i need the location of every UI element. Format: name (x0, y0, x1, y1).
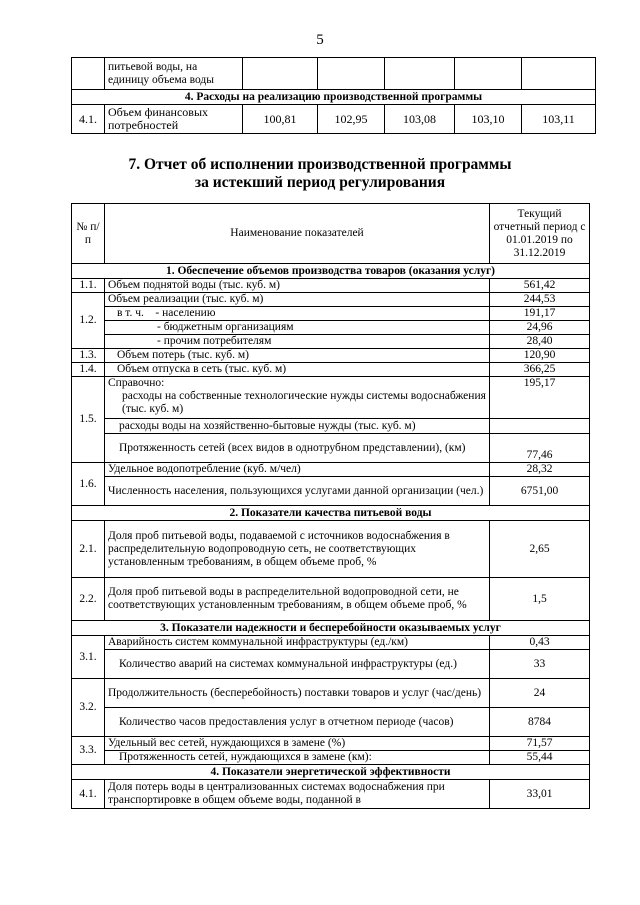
table-row (72, 521, 590, 578)
table-row (72, 751, 590, 765)
table-row (72, 293, 590, 307)
row-name: расходы воды на хозяйственно-бытовые нужды (тыс. куб. м) (105, 419, 490, 434)
row-name: Продолжительность (бесперебойность) поставки товаров и услуг (час/день) (105, 679, 490, 708)
value-cell: 55,44 (490, 751, 590, 765)
row-num: 3.2. (72, 679, 105, 737)
table-row (72, 279, 590, 293)
row-name: - прочим потребителям (105, 335, 490, 349)
table-row (72, 419, 590, 434)
value-cell: 103,10 (455, 105, 522, 134)
value-cell: 33,01 (490, 780, 590, 809)
row-num: 2.1. (72, 521, 105, 578)
table-row (72, 708, 590, 737)
value-cell: 120,90 (490, 349, 590, 363)
value-cell: 28,32 (490, 463, 590, 477)
top-table (71, 57, 596, 134)
row-name: Удельное водопотребление (куб. м/чел) (105, 463, 490, 477)
row-name: Удельный вес сетей, нуждающихся в замене (%) (105, 737, 490, 751)
row-num: 3.3. (72, 737, 105, 765)
row-name: Численность населения, пользующихся услугами данной организации (чел.) (105, 477, 490, 506)
table-row (72, 105, 596, 134)
row-num: 2.2. (72, 578, 105, 621)
header-name: Наименование показателей (105, 204, 490, 264)
section-4-energy-title: 4. Показатели энергетической эффективности (72, 765, 590, 780)
table-row (72, 578, 590, 621)
row-name: Аварийность систем коммунальной инфраструктуры (ед./км) (105, 636, 490, 650)
table-row (72, 679, 590, 708)
row-name: Объем реализации (тыс. куб. м) (105, 293, 490, 307)
value-cell: 561,42 (490, 279, 590, 293)
section-row (72, 264, 590, 279)
row-num: 1.4. (72, 363, 105, 377)
table-row (72, 650, 590, 679)
row-name: Объем отпуска в сеть (тыс. куб. м) (105, 363, 490, 377)
value-cell: 2,65 (490, 521, 590, 578)
row-name: в т. ч. - населению (105, 307, 490, 321)
section-row (72, 90, 596, 105)
row-name: Доля проб питьевой воды в распределительной водопроводной сети, не соответствующих установленным требованиям, в общем объеме проб, % (105, 578, 490, 621)
row-num: 1.6. (72, 463, 105, 506)
row-num: 1.1. (72, 279, 105, 293)
row-name: Количество часов предоставления услуг в отчетном периоде (часов) (105, 708, 490, 737)
table-row (72, 363, 590, 377)
row-name: Протяженность сетей (всех видов в однотрубном представлении), (км) (105, 434, 490, 463)
header-period: Текущий отчетный период с 01.01.2019 по 31.12.2019 (490, 204, 590, 264)
tech-needs-text: расходы на собственные технологические нужды системы водоснабжения (тыс. куб. м) (122, 390, 486, 415)
row-name: Объем финансовых потребностей (105, 105, 243, 134)
table-row (72, 349, 590, 363)
table-row (72, 335, 590, 349)
value-cell: 6751,00 (490, 477, 590, 506)
table-row (72, 477, 590, 506)
value-cell: 0,43 (490, 636, 590, 650)
row-num: 3.1. (72, 636, 105, 679)
value-cell: 195,17 (490, 377, 590, 419)
header-row (72, 204, 590, 264)
section-7-subtitle: за истекший период регулирования (194, 174, 446, 191)
table-row (72, 58, 596, 90)
table-row (72, 780, 590, 809)
value-cell: 100,81 (243, 105, 318, 134)
table-row (72, 434, 590, 463)
table-row (72, 321, 590, 335)
value-cell: 366,25 (490, 363, 590, 377)
reference-label: Справочно: (108, 377, 165, 389)
row-name: Объем поднятой воды (тыс. куб. м) (105, 279, 490, 293)
value-cell: 77,46 (490, 434, 590, 463)
section-4-title: 4. Расходы на реализацию производственной программы (72, 90, 596, 105)
value-cell: 103,08 (385, 105, 455, 134)
row-num: 4.1. (72, 780, 105, 809)
section-row (72, 506, 590, 521)
value-cell: 102,95 (318, 105, 385, 134)
section-7-title: 7. Отчет об исполнении производственной программы (128, 156, 512, 173)
row-name: Доля потерь воды в централизованных системах водоснабжения при транспортировке в общем объеме воды, поданной в (105, 780, 490, 809)
section-row (72, 621, 590, 636)
row-name: Количество аварий на системах коммунальной инфраструктуры (ед.) (105, 650, 490, 679)
header-num: № п/п (72, 204, 105, 264)
value-cell: 28,40 (490, 335, 590, 349)
row-name: Доля проб питьевой воды, подаваемой с источников водоснабжения в распределительную водопроводную сеть, не соответствующих установленным требованиям, в общем объеме проб, % (105, 521, 490, 578)
row-num: 1.3. (72, 349, 105, 363)
value-cell: 24 (490, 679, 590, 708)
row-name: - бюджетным организациям (105, 321, 490, 335)
value-cell: 33 (490, 650, 590, 679)
table-row (72, 377, 590, 419)
value-cell: 8784 (490, 708, 590, 737)
value-cell: 1,5 (490, 578, 590, 621)
value-cell: 103,11 (522, 105, 596, 134)
page-number: 5 (316, 32, 324, 48)
row-name: Протяженность сетей, нуждающихся в замене (км): (105, 751, 490, 765)
value-cell: 244,53 (490, 293, 590, 307)
table-row (72, 636, 590, 650)
value-cell: 191,17 (490, 307, 590, 321)
value-cell: 24,96 (490, 321, 590, 335)
report-table (71, 203, 590, 809)
table-row (72, 307, 590, 321)
section-2-title: 2. Показатели качества питьевой воды (72, 506, 590, 521)
table-row (72, 737, 590, 751)
row-num: 1.2. (72, 293, 105, 349)
section-1-title: 1. Обеспечение объемов производства товаров (оказания услуг) (72, 264, 590, 279)
row-name: Объем потерь (тыс. куб. м) (105, 349, 490, 363)
table-row (72, 463, 590, 477)
section-3-title: 3. Показатели надежности и бесперебойности оказываемых услуг (72, 621, 590, 636)
row-num: 4.1. (72, 105, 105, 134)
row-text: питьевой воды, на единицу объема воды (105, 58, 243, 90)
value-cell: 71,57 (490, 737, 590, 751)
section-row (72, 765, 590, 780)
row-num: 1.5. (72, 377, 105, 463)
